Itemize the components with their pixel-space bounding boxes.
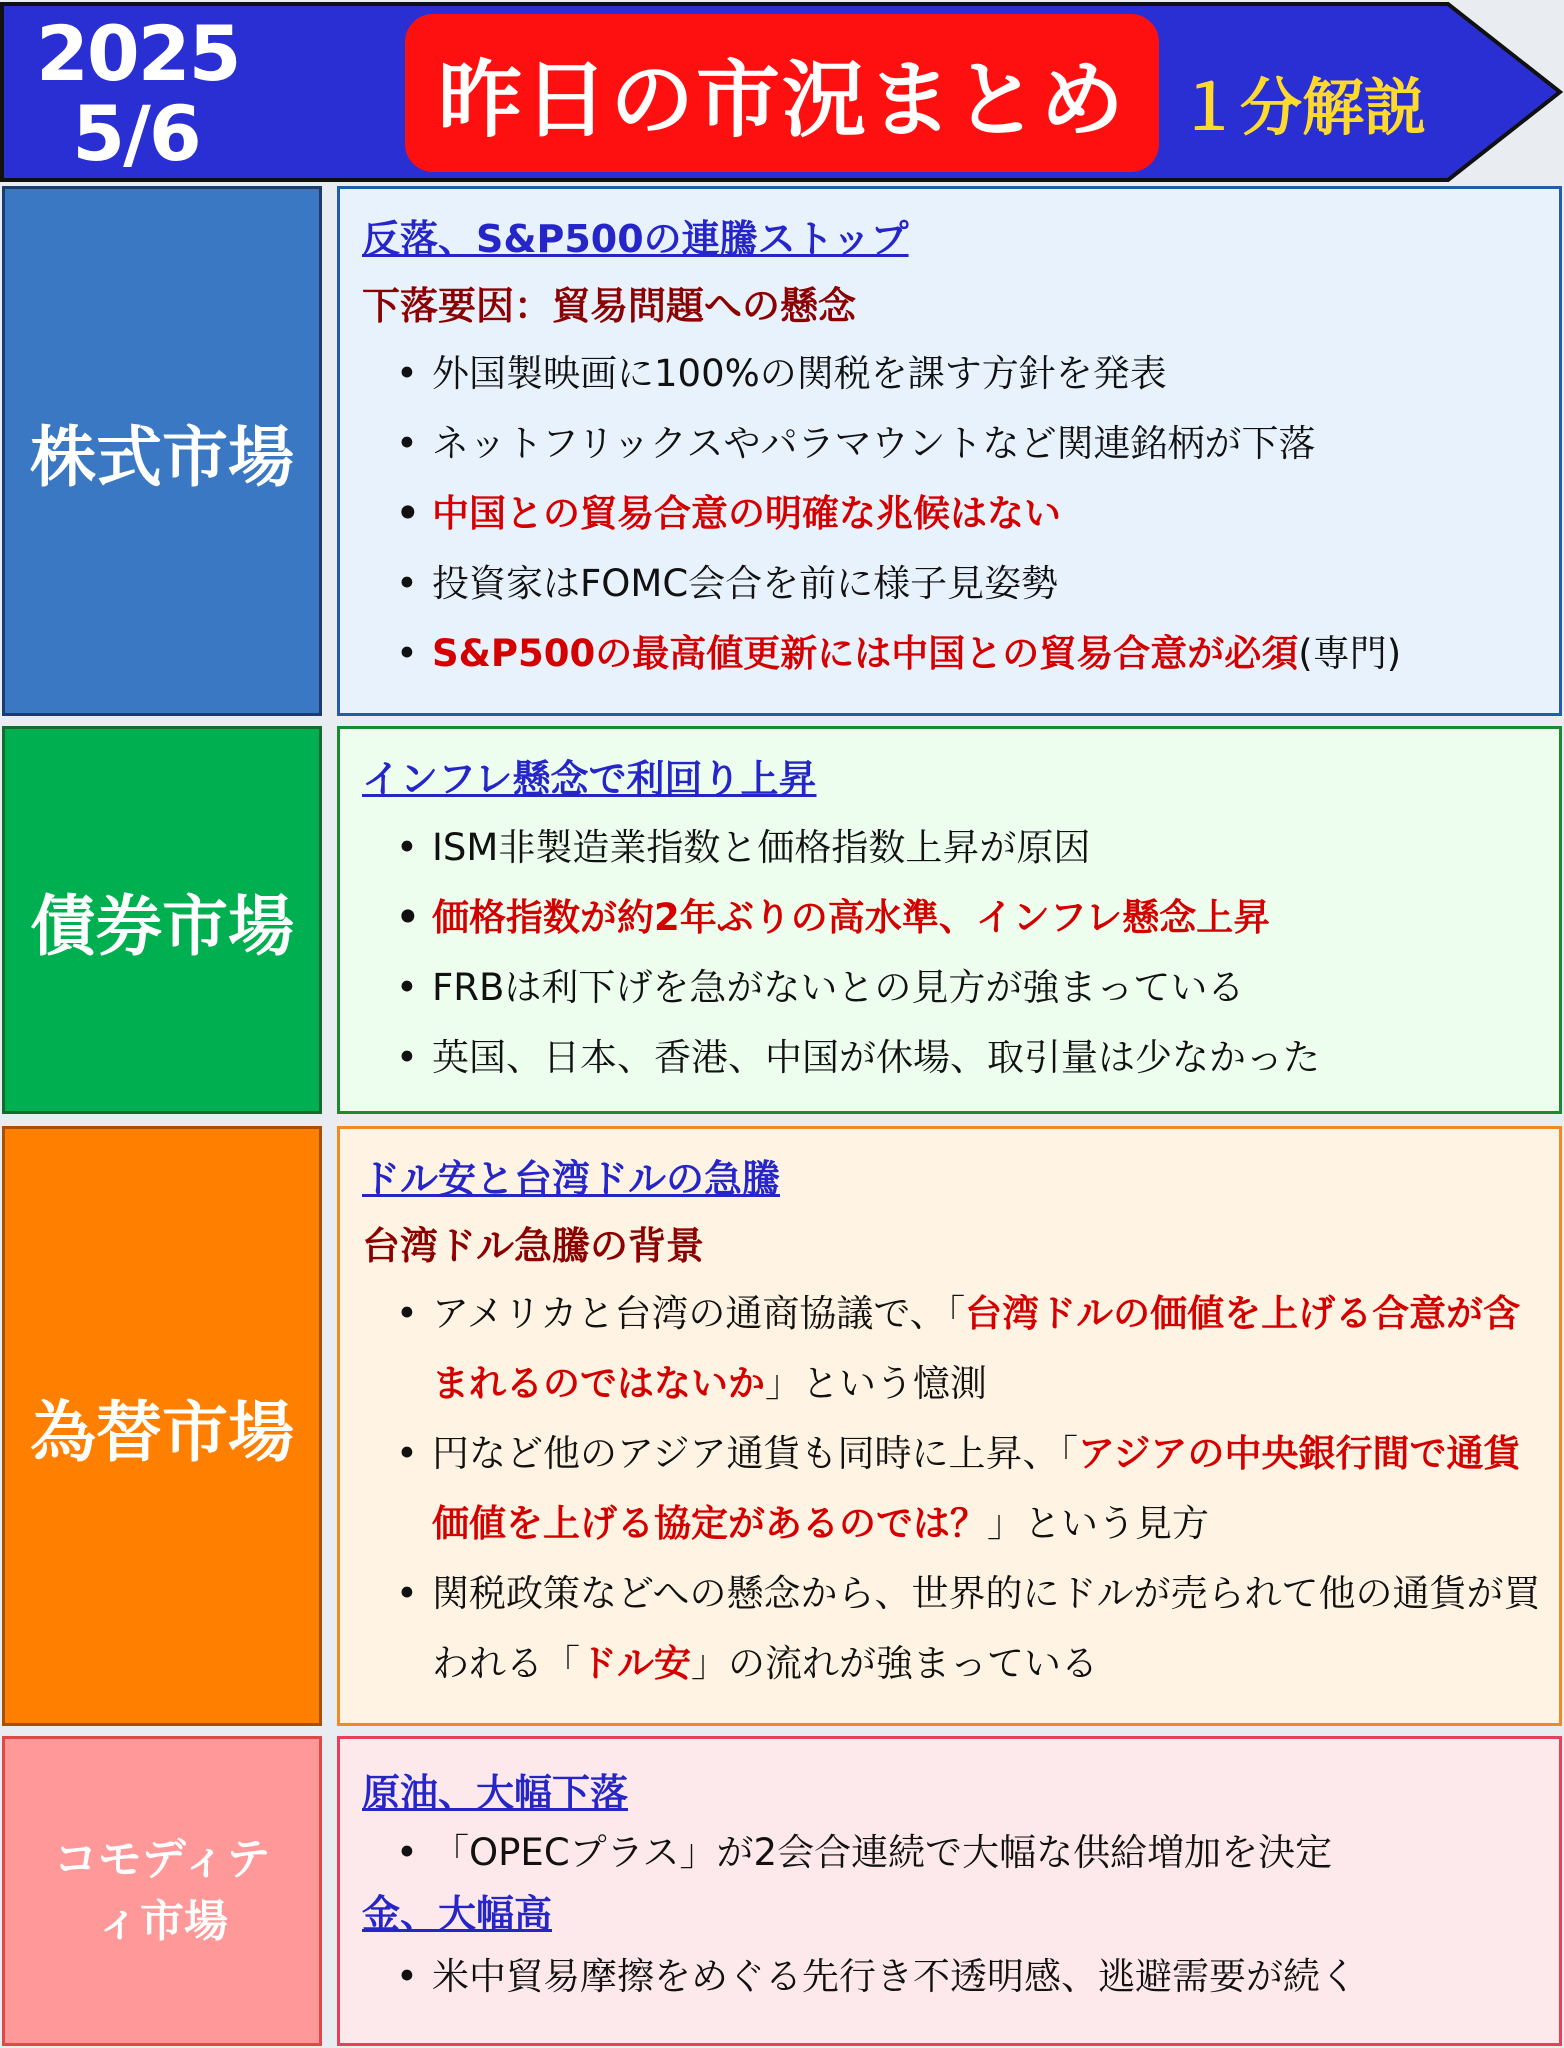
- fx-bullets: [362, 1279, 1559, 1699]
- date-year: 2025: [36, 9, 240, 98]
- section-label-commodity: [2, 1736, 322, 2046]
- list-item: • 中国との貿易合意の明確な兆候はない: [432, 479, 1559, 549]
- stock-subhead: 下落要因：貿易問題への懸念: [362, 284, 857, 328]
- text-segment: 」の流れが強まっている: [691, 1642, 1098, 1685]
- list-item: [432, 619, 1559, 689]
- list-item: [432, 1559, 1559, 1699]
- highlight-text: S&P500の最高値更新には中国との貿易合意が必須: [432, 632, 1299, 675]
- section-panel-fx: [337, 1126, 1562, 1726]
- stock-heading: 反落、S&P500の連騰ストップ: [362, 217, 909, 261]
- list-item: • 投資家はFOMC会合を前に様子見姿勢: [432, 549, 1559, 619]
- section-panel-stock: [337, 186, 1562, 716]
- commodity-bullets-gold: [362, 1943, 1559, 2011]
- section-label-stock: [2, 186, 322, 716]
- fx-subhead: 台湾ドル急騰の背景: [362, 1224, 705, 1268]
- stock-bullets: [362, 339, 1559, 689]
- label-line: ィ市場: [95, 1896, 228, 1947]
- text-segment: 」という憶測: [765, 1362, 987, 1405]
- highlight-text: 台湾ドルの価値を上げる合意が含まれるのではないか: [432, 1292, 1521, 1405]
- highlight-text: アジアの中央銀行間で通貨価値を上げる協定があるのでは？: [432, 1432, 1521, 1545]
- list-item: • 価格指数が約2年ぶりの高水準、インフレ懸念上昇: [432, 883, 1559, 953]
- text-segment: アメリカと台湾の通商協議で、「: [432, 1292, 966, 1335]
- list-item: • 「OPECプラス」が2会合連続で大幅な供給増加を決定: [432, 1821, 1559, 1885]
- header-banner: [0, 0, 1564, 182]
- highlight-text: ドル安: [580, 1642, 691, 1685]
- list-item: • 米中貿易摩擦をめぐる先行き不透明感、逃避需要が続く: [432, 1943, 1559, 2011]
- label-line: コモディテ: [53, 1834, 271, 1885]
- section-label-fx: [2, 1126, 322, 1726]
- list-item: • 外国製映画に100%の関税を課す方針を発表: [432, 339, 1559, 409]
- date-badge: [36, 9, 240, 178]
- commodity-heading-gold: 金、大幅高: [362, 1892, 553, 1936]
- date-day: 5/6: [72, 89, 200, 178]
- list-item: • 英国、日本、香港、中国が休場、取引量は少なかった: [432, 1023, 1559, 1093]
- page-title: 昨日の市況まとめ: [437, 50, 1126, 149]
- fx-heading: ドル安と台湾ドルの急騰: [362, 1157, 781, 1201]
- section-label-bond: [2, 726, 322, 1114]
- list-item: • ネットフリックスやパラマウントなど関連銘柄が下落: [432, 409, 1559, 479]
- text-segment: 円など他のアジア通貨も同時に上昇、「: [432, 1432, 1079, 1475]
- text-segment: 」という見方: [987, 1502, 1209, 1545]
- bond-heading: インフレ懸念で利回り上昇: [362, 757, 817, 801]
- section-panel-commodity: [337, 1736, 1562, 2046]
- list-item: [432, 1279, 1559, 1419]
- label-text: 債券市場: [30, 887, 294, 965]
- text-segment: 関税政策などへの懸念から、世界的にドルが売られて他の通貨が買われる「: [432, 1572, 1541, 1685]
- commodity-heading-oil: 原油、大幅下落: [362, 1771, 629, 1815]
- section-panel-bond: [337, 726, 1562, 1114]
- label-text: 株式市場: [30, 418, 294, 496]
- title-box: [405, 14, 1159, 172]
- page-subtitle: １分解説: [1178, 71, 1427, 144]
- label-text: 為替市場: [30, 1393, 294, 1471]
- commodity-bullets-oil: [362, 1821, 1559, 1885]
- source-note: (専門): [1298, 632, 1402, 675]
- label-text: [54, 1829, 270, 1953]
- bond-bullets: [362, 813, 1559, 1093]
- list-item: • ISM非製造業指数と価格指数上昇が原因: [432, 813, 1559, 883]
- list-item: [432, 1419, 1559, 1559]
- list-item: • FRBは利下げを急がないとの見方が強まっている: [432, 953, 1559, 1023]
